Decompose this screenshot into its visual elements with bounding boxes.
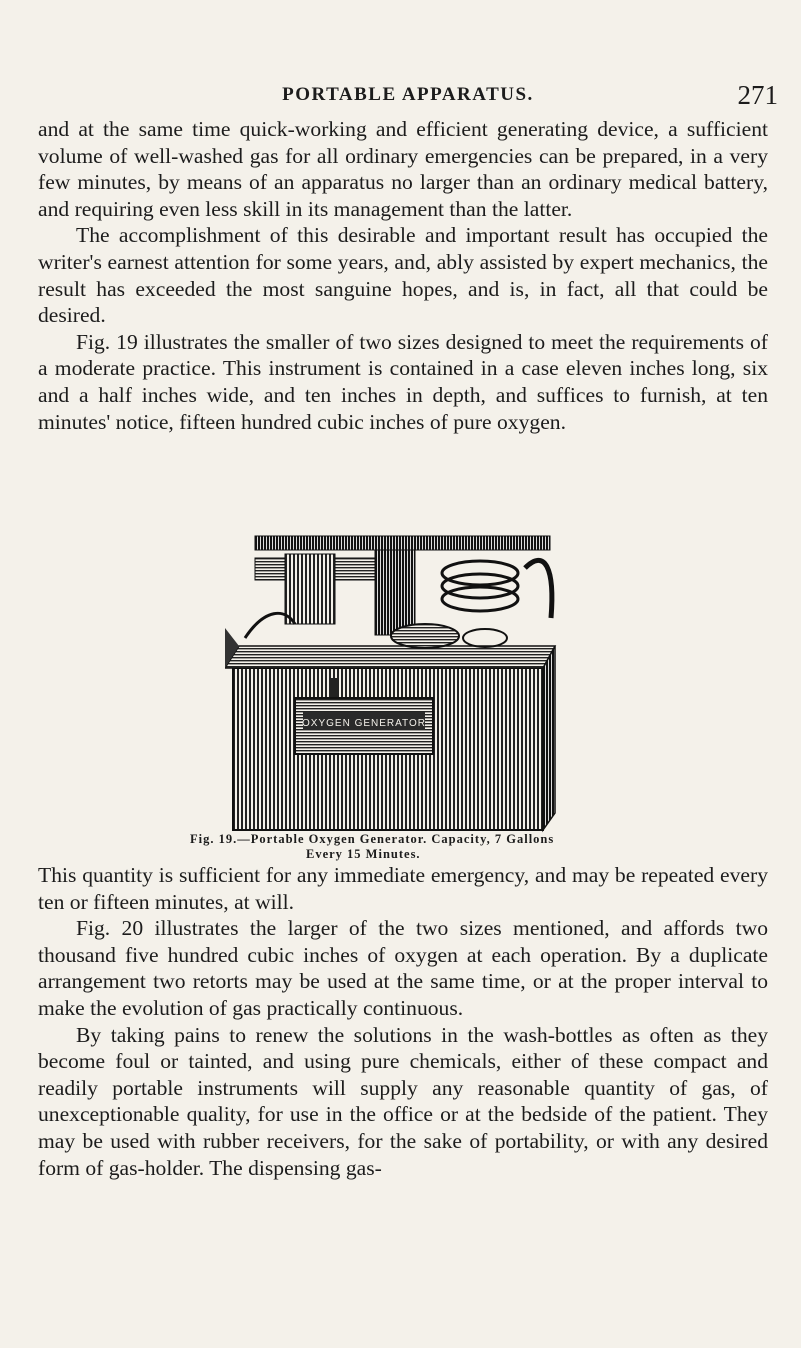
running-head <box>38 80 778 110</box>
paragraph: The accomplishment of this desirable and important result has occupied the writer's earnest attention for some years, and, ably assisted by expert mechanics, the result has exceeded the most sanguine hopes, and is, in fact, all that could be desired. <box>38 223 768 328</box>
paragraph: By taking pains to renew the solutions in the wash-bottles as often as they become foul or tainted, and using pure chemicals, either of these compact and readily portable instruments will supply any reasonable quantity of gas, of unexceptionable quality, for use in the office or at the bedside of the patient. They may be used with rubber receivers, for the sake of portability, or with any desired form of gas-holder. The dispensing gas- <box>38 1022 768 1180</box>
engraving-illustration <box>225 528 558 833</box>
figure-oxygen-generator-illustration <box>225 528 558 833</box>
running-title: PORTABLE APPARATUS. <box>282 84 534 105</box>
caption-line-2: Every 15 Minutes. <box>306 847 421 861</box>
paragraph: Fig. 19 illustrates the smaller of two sizes designed to meet the requirements of a moderate practice. This instrument is contained in a case eleven inches long, six and a half inches wide, and ten inches in depth, and suffices to furnish, at ten minutes' notice, fifteen hundred cubic inches of pure oxygen. <box>38 329 768 434</box>
figure-caption <box>190 832 790 862</box>
text-block-lower <box>38 862 768 1181</box>
paragraph-continuation: This quantity is sufficient for any immediate emergency, and may be repeated every ten or fifteen minutes, at will. <box>38 863 768 914</box>
generator-plate-label: OXYGEN GENERATOR <box>302 718 426 729</box>
paragraph-continuation: and at the same time quick-working and efficient generating device, a sufficient volume of well-washed gas for all ordinary emergencies can be prepared, in a very few minutes, by means of an apparatus no larger than an ordinary medical battery, and requiring even less skill in its management than the latter. <box>38 117 768 221</box>
paragraph: Fig. 20 illustrates the larger of the two sizes mentioned, and affords two thousand five hundred cubic inches of oxygen at each operation. By a duplicate arrangement two retorts may be used at the same time, or at the proper interval to make the evolution of gas practically continuous. <box>38 916 768 1020</box>
caption-line-1: Fig. 19.—Portable Oxygen Generator. Capacity, 7 Gallons <box>190 832 555 846</box>
page-number: 271 <box>737 80 778 110</box>
text-block-upper <box>38 116 768 435</box>
